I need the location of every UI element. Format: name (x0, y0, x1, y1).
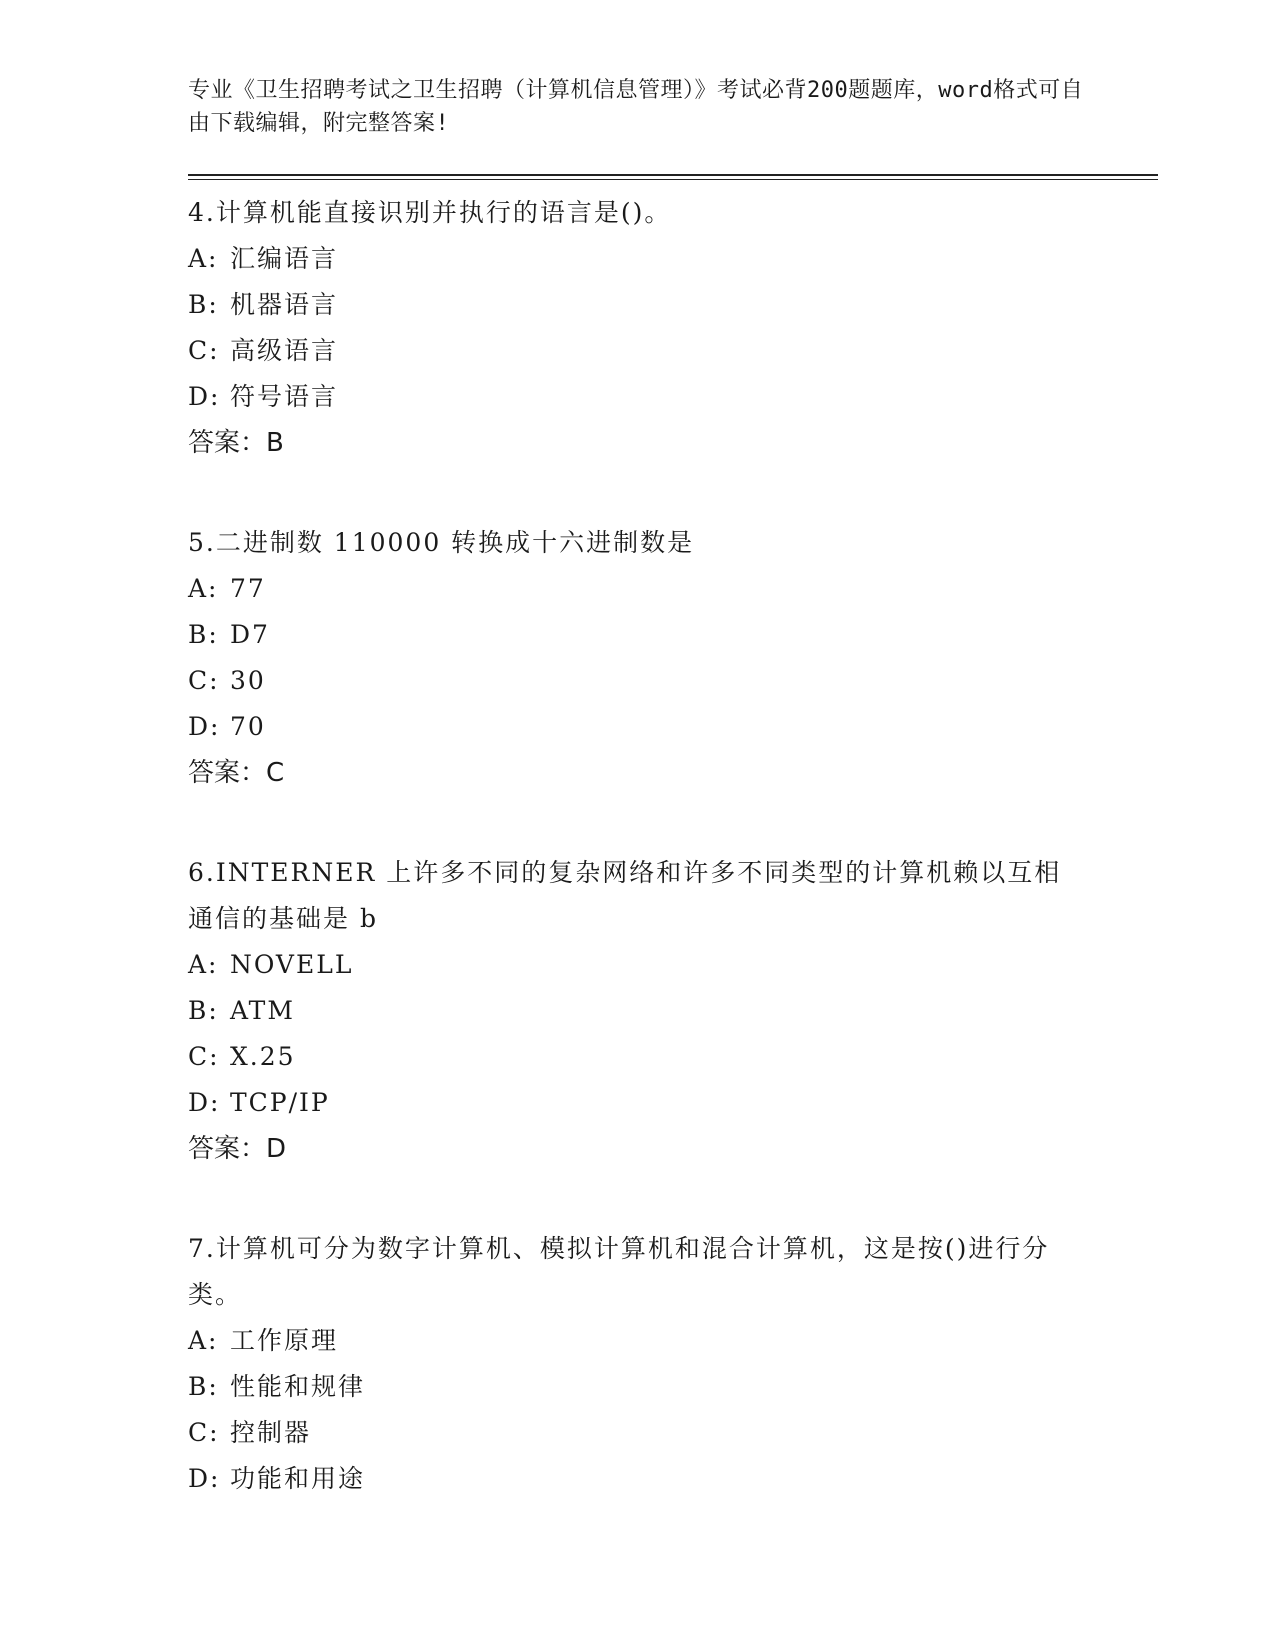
option-text: X.25 (230, 1042, 296, 1071)
option-a (188, 236, 1158, 282)
option-letter: B: (188, 1372, 219, 1401)
option-letter: A: (188, 244, 219, 273)
option-a (188, 566, 1158, 612)
option-letter: B: (188, 620, 219, 649)
option-d (188, 704, 1158, 750)
question-block (188, 850, 1158, 1172)
option-c (188, 1034, 1158, 1080)
option-letter: C: (188, 666, 220, 695)
question-text: 6.INTERNER 上许多不同的复杂网络和许多不同类型的计算机赖以互相通信的基础是 b (188, 858, 1062, 933)
question-block (188, 190, 1158, 466)
answer-text: 答案：C (188, 758, 285, 788)
option-letter: D: (188, 1088, 221, 1117)
answer-text: 答案：B (188, 428, 284, 458)
option-text: 工作原理 (230, 1326, 339, 1355)
option-letter: B: (188, 996, 219, 1025)
option-letter: D: (188, 712, 221, 741)
option-text: 性能和规律 (230, 1372, 366, 1401)
option-text: ATM (230, 996, 295, 1025)
option-letter: D: (188, 382, 221, 411)
question-block (188, 520, 1158, 796)
option-text: 77 (230, 574, 266, 603)
option-a (188, 942, 1158, 988)
option-b (188, 1364, 1158, 1410)
option-text: D7 (230, 620, 270, 649)
option-text: 控制器 (230, 1418, 312, 1447)
header-divider (188, 174, 1158, 180)
document-header: 专业《卫生招聘考试之卫生招聘（计算机信息管理）》考试必背200题题库，word格式可自由下载编辑，附完整答案! (188, 78, 1084, 136)
option-b (188, 612, 1158, 658)
option-text: 符号语言 (230, 382, 339, 411)
option-b (188, 282, 1158, 328)
option-text: 70 (230, 712, 266, 741)
option-c (188, 328, 1158, 374)
option-text: 30 (230, 666, 266, 695)
option-a (188, 1318, 1158, 1364)
option-c (188, 658, 1158, 704)
option-letter: A: (188, 950, 219, 979)
option-text: NOVELL (230, 950, 354, 979)
document-page (188, 74, 1158, 1502)
option-letter: A: (188, 1326, 219, 1355)
question-text: 5.二进制数 110000 转换成十六进制数是 (188, 528, 695, 557)
spacer (188, 466, 1158, 510)
option-text: TCP/IP (230, 1088, 330, 1117)
option-d (188, 1456, 1158, 1502)
spacer (188, 1172, 1158, 1216)
option-d (188, 1080, 1158, 1126)
option-text: 功能和用途 (230, 1464, 366, 1493)
option-letter: C: (188, 336, 220, 365)
option-text: 汇编语言 (230, 244, 339, 273)
option-letter: A: (188, 574, 219, 603)
option-letter: B: (188, 290, 219, 319)
spacer (188, 796, 1158, 840)
option-d (188, 374, 1158, 420)
option-text: 高级语言 (230, 336, 339, 365)
question-block (188, 1226, 1158, 1502)
option-b (188, 988, 1158, 1034)
option-text: 机器语言 (230, 290, 339, 319)
option-letter: D: (188, 1464, 221, 1493)
option-letter: C: (188, 1042, 220, 1071)
option-letter: C: (188, 1418, 220, 1447)
question-text: 4.计算机能直接识别并执行的语言是()。 (188, 198, 672, 227)
option-c (188, 1410, 1158, 1456)
question-text: 7.计算机可分为数字计算机、模拟计算机和混合计算机，这是按()进行分类。 (188, 1234, 1050, 1309)
answer-text: 答案：D (188, 1134, 287, 1164)
